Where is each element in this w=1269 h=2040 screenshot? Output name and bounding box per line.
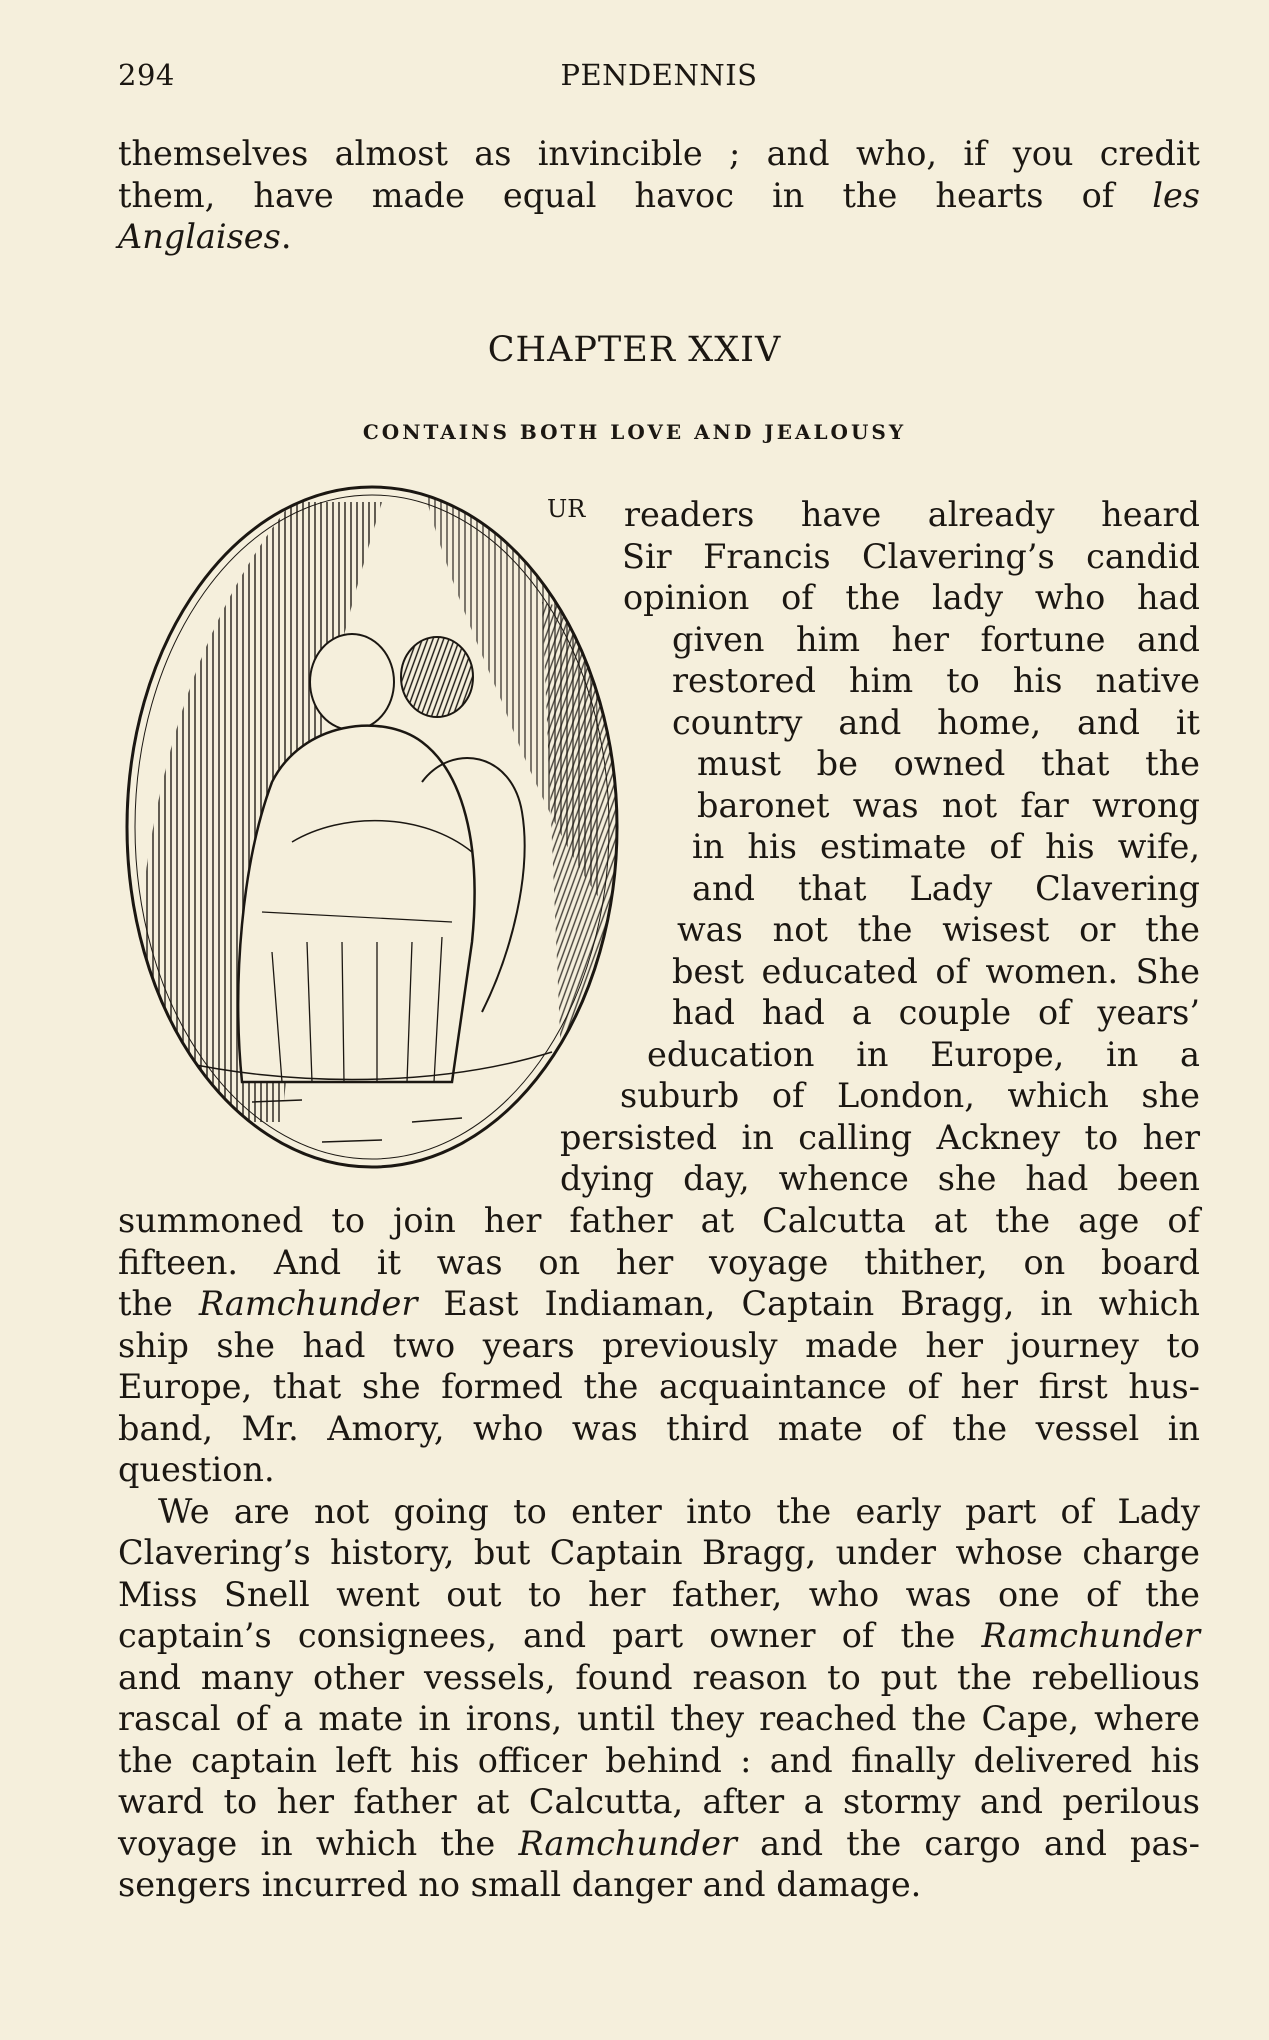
text-line [118,175,1200,217]
text-line: education in Europe, in a [647,1034,1200,1074]
italic-ship-name: Ramchunder [981,1616,1200,1655]
text-line: had had a couple of years’ [672,993,1200,1032]
text-line: and many other vessels, found reason to put the rebellious [118,1657,1200,1697]
text-line: readers have already heard [624,495,1200,534]
text-line [118,1615,1200,1657]
text-line: suburb of London, which she [620,1076,1200,1115]
text-line: country and home, and it [672,702,1200,742]
text-line: opinion of the lady who had [623,578,1200,617]
text-line: was not the wisest or the [677,910,1200,949]
text-span: captain’s consignees, and part owner of the [118,1616,982,1655]
text-span: them, have made equal havoc in the hearts of [118,175,1153,215]
text-line [118,1283,1200,1325]
text-line: dying day, whence she had been [560,1159,1200,1198]
paragraph-1-continued [118,1200,1200,1491]
text-line [118,216,1200,258]
text-line: Europe, that she formed the acquaintance of her first hus- [118,1367,1200,1406]
text-line: in his estimate of his wife, [692,827,1200,866]
text-line: summoned to join her father at Calcutta at the age of [118,1201,1200,1240]
paragraph-2 [118,1491,1200,1906]
italic-ship-name: Ramchunder [198,1284,418,1323]
text-line: and that Lady Clavering [692,868,1200,908]
page-number: 294 [118,58,175,92]
running-header [118,58,1200,98]
text-line: Miss Snell went out to her father, who was one of the [118,1574,1200,1614]
initial-letter-illustration [122,482,642,1192]
vignette-scene [142,482,622,1142]
text-line: We are not going to enter into the early part of Lady [158,1491,1200,1531]
italic-text: Anglaises [118,217,281,256]
text-line: given him her fortune and [672,619,1200,659]
text-span: East Indiaman, Captain Bragg, in which [417,1284,1200,1323]
opening-paragraph [118,133,1200,258]
text-line: Sir Francis Clavering’s candid [622,536,1200,576]
text-line: persisted in calling Ackney to her [560,1117,1200,1157]
text-line: sengers incurred no small danger and damage. [118,1865,922,1904]
text-line: baronet was not far wrong [697,785,1200,825]
text-line: ship she had two years previously made her journey to [118,1325,1200,1365]
text-line: themselves almost as invincible ; and who, if you credit [118,134,1200,173]
text-line: the captain left his officer behind : and finally delivered his [118,1740,1200,1780]
text-line [118,1823,1200,1865]
text-span: voyage in which the [118,1823,519,1863]
text-line: must be owned that the [697,744,1200,783]
chapter-subtitle: CONTAINS BOTH LOVE AND JEALOUSY [362,420,907,444]
chapter-title: CHAPTER XXIV [487,330,782,370]
text-line: rascal of a mate in irons, until they reached the Cape, where [118,1699,1200,1738]
text-line: ward to her father at Calcutta, after a stormy and perilous [118,1782,1200,1821]
text-line: best educated of women. She [672,951,1200,991]
running-title: PENDENNIS [560,58,758,92]
text-span: . [280,217,292,256]
drop-cap-letters: UR [547,495,586,523]
text-line: fifteen. And it was on her voyage thither, on board [118,1242,1200,1282]
text-span: the [118,1284,199,1323]
text-span: and the cargo and pas- [736,1823,1200,1863]
italic-text: les [1152,175,1200,215]
text-line: question. [118,1450,275,1489]
text-line: band, Mr. Amory, who was third mate of the vessel in [118,1408,1200,1448]
text-line: restored him to his native [672,661,1200,700]
text-line: Clavering’s history, but Captain Bragg, under whose charge [118,1533,1200,1572]
italic-ship-name: Ramchunder [518,1823,737,1863]
